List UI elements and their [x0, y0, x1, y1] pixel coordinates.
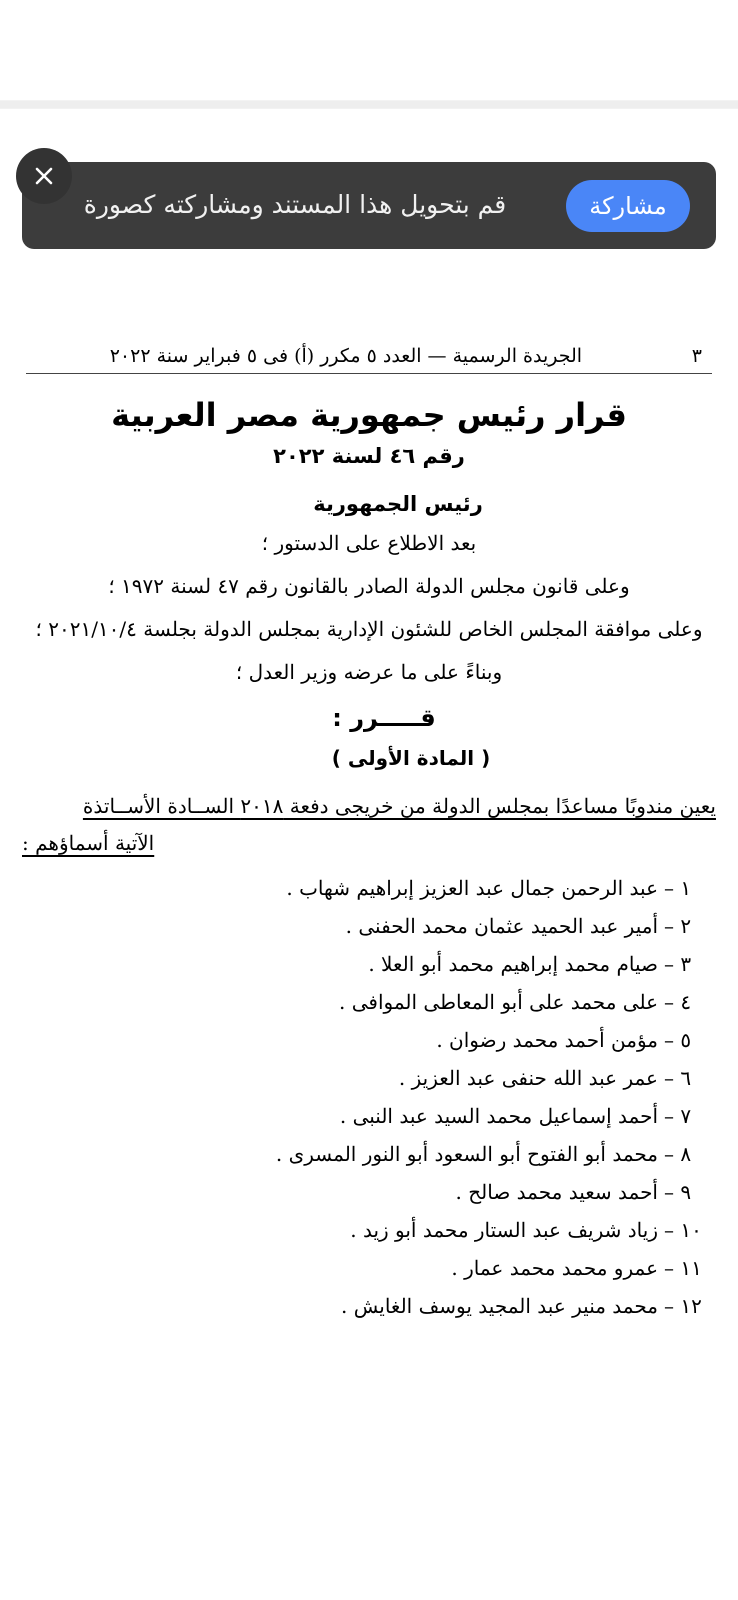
top-divider	[0, 100, 738, 109]
list-item-number: ٢ –	[664, 914, 692, 938]
list-item-number: ١١ –	[664, 1256, 702, 1280]
article-body-line-1: يعين مندوبًا مساعدًا بمجلس الدولة من خريجى دفعة ٢٠١٨ الســادة الأســاتذة	[82, 794, 716, 818]
list-item-number: ٦ –	[664, 1066, 692, 1090]
list-item-number: ١٠ –	[664, 1218, 702, 1242]
issuer-label: رئيس الجمهورية	[313, 492, 483, 516]
list-item	[22, 952, 716, 976]
list-item-name: أحمد سعيد محمد صالح .	[455, 1180, 658, 1204]
list-item	[22, 1256, 716, 1280]
preamble-line-4: وبناءً على ما عرضه وزير العدل ؛	[235, 660, 503, 684]
list-item-number: ٨ –	[664, 1142, 692, 1166]
list-item-number: ٧ –	[664, 1104, 692, 1128]
list-item-name: على محمد على أبو المعاطى الموافى .	[339, 990, 658, 1014]
preamble-line-1: بعد الاطلاع على الدستور ؛	[261, 531, 477, 555]
list-item	[22, 876, 716, 900]
list-item-name: محمد منير عبد المجيد يوسف الغايش .	[341, 1294, 658, 1318]
appointee-list	[22, 876, 716, 1318]
list-item	[22, 1294, 716, 1318]
list-item	[22, 914, 716, 938]
list-item	[22, 1180, 716, 1204]
list-item-name: عمر عبد الله حنفى عبد العزيز .	[398, 1066, 658, 1090]
list-item	[22, 1066, 716, 1090]
article-body	[22, 788, 716, 862]
preamble-line-3: وعلى موافقة المجلس الخاص للشئون الإدارية بمجلس الدولة بجلسة ٢٠٢١/١٠/٤ ؛	[35, 617, 703, 641]
list-item	[22, 1028, 716, 1052]
document-page	[0, 345, 738, 1532]
close-banner-button[interactable]	[16, 148, 72, 204]
gazette-header-row	[22, 345, 716, 373]
decree-number: رقم ٤٦ لسنة ٢٠٢٢	[273, 444, 465, 468]
list-item	[22, 990, 716, 1014]
list-item-number: ١ –	[664, 876, 692, 900]
list-item-name: محمد أبو الفتوح أبو السعود أبو النور المسرى .	[275, 1142, 658, 1166]
decree-title: قرار رئيس جمهورية مصر العربية	[111, 396, 627, 434]
list-item-name: زياد شريف عبد الستار محمد أبو زيد .	[350, 1218, 658, 1242]
list-item	[22, 1104, 716, 1128]
top-blank-area	[0, 0, 738, 100]
list-item	[22, 1142, 716, 1166]
page-number: ٣	[691, 345, 702, 367]
share-banner	[22, 162, 716, 249]
list-item-number: ١٢ –	[664, 1294, 702, 1318]
header-rule	[26, 373, 712, 374]
list-item-name: صيام محمد إبراهيم محمد أبو العلا .	[368, 952, 658, 976]
list-item-name: عمرو محمد محمد عمار .	[451, 1256, 658, 1280]
preamble-line-2: وعلى قانون مجلس الدولة الصادر بالقانون رقم ٤٧ لسنة ١٩٧٢ ؛	[108, 574, 630, 598]
list-item-name: عبد الرحمن جمال عبد العزيز إبراهيم شهاب .	[286, 876, 658, 900]
gazette-header-text: الجريدة الرسمية — العدد ٥ مكرر (أ) فى ٥ فبراير سنة ٢٠٢٢	[109, 345, 583, 367]
list-item-name: أحمد إسماعيل محمد السيد عبد النبى .	[339, 1104, 658, 1128]
article-body-line-2: الآتية أسماؤهم :	[22, 831, 155, 855]
share-banner-message: قم بتحويل هذا المستند ومشاركته كصورة	[83, 190, 507, 220]
share-banner-container	[0, 109, 738, 249]
share-button[interactable]: مشاركة	[566, 180, 690, 232]
list-item-name: مؤمن أحمد محمد رضوان .	[436, 1028, 658, 1052]
list-item-number: ٥ –	[664, 1028, 692, 1052]
page-bottom-whitespace	[22, 1332, 716, 1532]
close-icon	[31, 163, 57, 189]
list-item-number: ٤ –	[664, 990, 692, 1014]
list-item-number: ٩ –	[664, 1180, 692, 1204]
list-item-name: أمير عبد الحميد عثمان محمد الحفنى .	[345, 914, 658, 938]
article-heading: ( المادة الأولى )	[331, 746, 491, 770]
decides-label: قـــــرر :	[332, 704, 436, 732]
list-item-number: ٣ –	[664, 952, 692, 976]
list-item	[22, 1218, 716, 1242]
